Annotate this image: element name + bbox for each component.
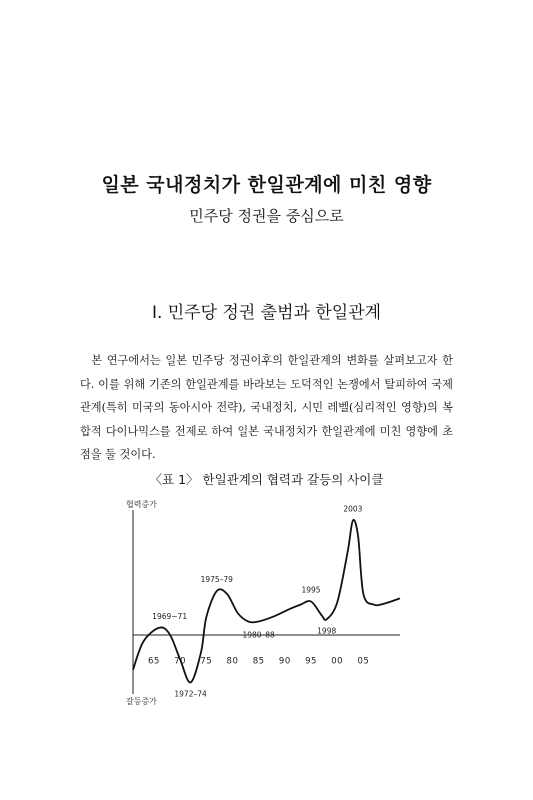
x-tick-label: 85 — [252, 656, 265, 667]
chart-annotation: 1969~71 — [152, 611, 188, 621]
y-label-top: 협력증가 — [126, 500, 157, 509]
figure-caption: 〈표 1〉 한일관계의 협력과 갈등의 사이클 — [149, 472, 384, 487]
chart-annotation: 1998 — [317, 626, 337, 636]
x-tick-label: 90 — [278, 656, 291, 667]
x-tick-label: 95 — [305, 656, 317, 667]
chart-annotation: 1975–79 — [200, 574, 233, 584]
paragraph-text: 본 연구에서는 일본 민주당 정권이후의 한일관계의 변화를 살펴보고자 한다. 이를 위해 기존의 한일관계를 바라보는 도덕적인 논쟁에서 탈피하여 국제관계(특히 미국의 동아시아 전략), 국내정치, 시민 레벨(심리적인 영향)의 복합적 다이나믹스를 전제로 하여 일본 국내정치가 한일관계에 미친 영향에 초점을 둘 것이다. — [80, 354, 453, 461]
chart-annotation: 1995 — [301, 585, 321, 595]
x-tick-label: 75 — [200, 656, 213, 667]
x-tick-label: 70 — [174, 656, 187, 667]
paper-title: 일본 국내정치가 한일관계에 미친 영향 — [101, 174, 432, 196]
x-tick-label: 05 — [357, 656, 370, 667]
x-tick-label: 65 — [148, 656, 160, 667]
x-tick-label: 80 — [226, 656, 239, 667]
section-heading: Ⅰ. 민주당 정권 출범과 한일관계 — [151, 303, 382, 323]
chart-annotation: 1972–74 — [174, 689, 207, 699]
chart-annotation: 2003 — [343, 504, 363, 514]
chart-annotation: 1980–88 — [242, 630, 275, 640]
y-label-bottom: 갈등증가 — [126, 697, 157, 706]
paper-subtitle: 민주당 정권을 중심으로 — [189, 207, 344, 225]
x-tick-label: 00 — [331, 656, 344, 667]
